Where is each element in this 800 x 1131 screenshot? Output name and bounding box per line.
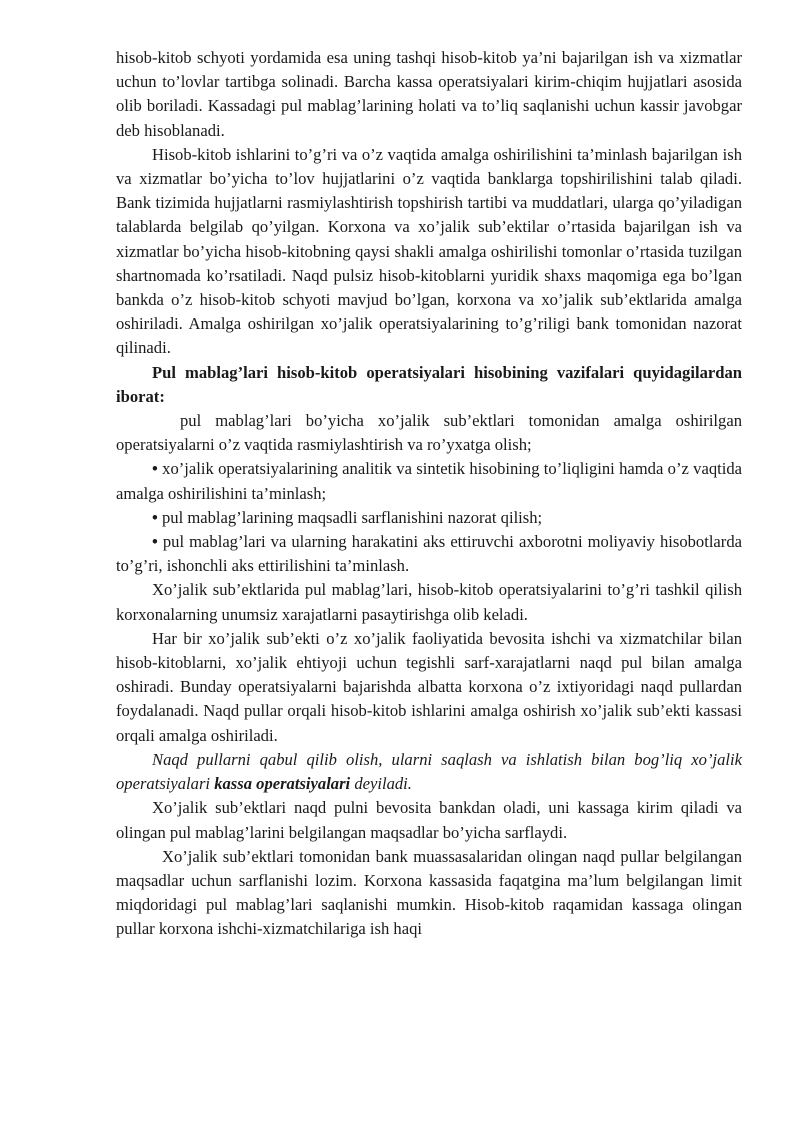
definition-tail: deyiladi. <box>350 774 412 794</box>
paragraph-5: Har bir xo’jalik sub’ekti o’z xo’jalik faoliyatida bevosita ishchi va xizmatchilar bilan hisob-kitoblarni, xo’jalik ehtiyoji uchun tegishli sarf-xarajatlarni naqd pul bilan amalga oshiradi. Bunday operatsiyalarni bajarishda albatta korxona o’z ixtiyoridagi naqd pullardan foydalanadi. Naqd pullar orqali hisob-kitob ishlarini amalga oshirish xo’jalik sub’ekti kassasi orqali amalga oshiriladi. <box>116 628 742 745</box>
paragraph-6 <box>116 748 742 796</box>
bullet-item-3 <box>116 530 742 578</box>
paragraph-1: hisob-kitob schyoti yordamida esa uning tashqi hisob-kitob ya’ni bajarilgan ish va xizmatlar uchun to’lovlar tartibga solinadi. Barcha kassa operatsiyalari kirim-chiqim hujjatlari asosida olib boriladi. Kassadagi pul mablag’larining holati va to’liq saqlanishi uchun kassir javobgar deb hisoblanadi. <box>116 48 742 140</box>
bullet-icon: • <box>152 507 158 527</box>
bullet-item-text: xo’jalik operatsiyalarining analitik va sintetik hisobining to’liqligini hamda o’z vaqtida amalga oshirilishini ta’minlash; <box>116 459 742 503</box>
bullet-item-text: pul mablag’larining maqsadli sarflanishini nazorat qilish; <box>161 507 543 527</box>
definition-text: Naqd pullarni qabul qilib olish, ularni saqlash va ishlatish bilan bog’liq xo’jalik operatsiyalari <box>116 749 742 794</box>
paragraph-3: pul mablag’lari bo’yicha xo’jalik sub’ektlari tomonidan amalga oshirilgan operatsiyalarni o’z vaqtida rasmiylashtirish va ro’yxatga olish; <box>116 411 742 455</box>
bullet-item-text: pul mablag’lari va ularning harakatini aks ettiruvchi axborotni moliyaviy hisobotlarda to’g’ri, ishonchli aks ettirilishini ta’minlash. <box>116 532 742 576</box>
bullet-icon: • <box>152 532 158 552</box>
bullet-icon: • <box>152 459 158 479</box>
term-highlight: kassa operatsiyalari <box>214 774 351 794</box>
paragraph-7: Xo’jalik sub’ektlari naqd pulni bevosita bankdan oladi, uni kassaga kirim qiladi va olingan pul mablag’larini belgilangan maqsadlar bo’yicha sarflaydi. <box>116 798 742 842</box>
bullet-item-1 <box>116 457 742 505</box>
section-heading: Pul mablag’lari hisob-kitob operatsiyalari hisobining vazifalari quyidagilardan iborat: <box>116 362 742 406</box>
paragraph-4: Xo’jalik sub’ektlarida pul mablag’lari, hisob-kitob operatsiyalarini to’g’ri tashkil qilish korxonalarning unumsiz xarajatlarni pasaytirishga olib keladi. <box>116 580 742 624</box>
paragraph-8: Xo’jalik sub’ektlari tomonidan bank muassasalaridan olingan naqd pullar belgilangan maqsadlar uchun sarflanishi lozim. Korxona kassasida faqatgina ma’lum belgilangan limit miqdoridagi pul mablag’lari saqlanishi mumkin. Hisob-kitob raqamidan kassaga olingan pullar korxona ishchi-xizmatchilariga ish haqi <box>116 846 742 939</box>
paragraph-2: Hisob-kitob ishlarini to’g’ri va o’z vaqtida amalga oshirilishini ta’minlash bajarilgan ish va xizmatlar bo’yicha to’lov hujjatlarini o’z vaqtida banklarga topshirilishini talab qiladi. Bank tizimida hujjatlarni rasmiylashtirish topshirish tartibi va muddatlari, ularga qo’yiladigan talablarda belgilab qo’yilgan. Korxona va xo’jalik sub’ektilar o’rtasida bajarilgan ish va xizmatlar bo’yicha hisob-kitobning qaysi shakli amalga oshirilishi tomonlar o’rtasida tuzilgan shartnomada ko’rsatiladi. Naqd pulsiz hisob-kitoblarni yuridik shaxs maqomiga ega bo’lgan bankda o’z hisob-kitob schyoti mavjud bo’lgan, korxona va xo’jalik sub’ektlarida amalga oshiriladi. Amalga oshirilgan xo’jalik operatsiyalarining to’g’riligi bank tomonidan nazorat qilinadi. <box>116 144 742 358</box>
bullet-item-2 <box>116 506 742 530</box>
